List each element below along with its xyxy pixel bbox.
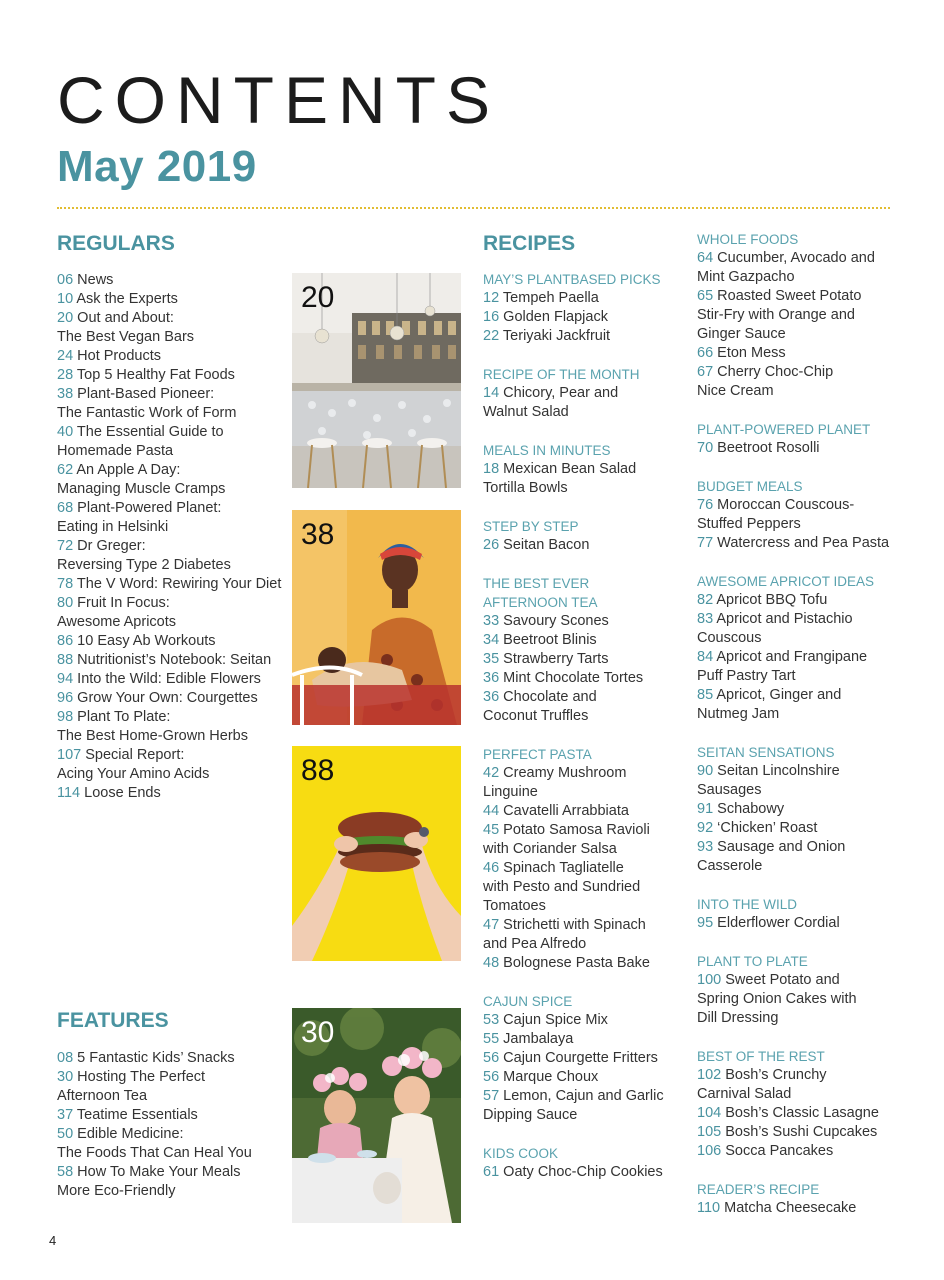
contents-entry[interactable] xyxy=(57,689,287,708)
contents-entry[interactable] xyxy=(483,916,688,954)
entry-title-continued: Dipping Sauce xyxy=(483,1107,578,1123)
entry-title: Oaty Choc-Chip Cookies xyxy=(503,1164,663,1180)
contents-entry[interactable] xyxy=(697,610,937,648)
entry-title-continued: Nice Cream xyxy=(697,383,774,399)
contents-entry[interactable] xyxy=(483,1011,688,1030)
entry-page-number: 90 xyxy=(697,763,714,779)
entry-page-number: 83 xyxy=(697,611,714,627)
entry-page-number: 37 xyxy=(57,1107,74,1123)
entry-title-continued: Couscous xyxy=(697,630,762,646)
features-heading: FEATURES xyxy=(57,1009,169,1032)
entry-page-number: 102 xyxy=(697,1067,722,1083)
entry-page-number: 100 xyxy=(697,972,722,988)
entry-page-number: 78 xyxy=(57,576,74,592)
entry-page-number: 42 xyxy=(483,765,500,781)
contents-entry[interactable] xyxy=(697,591,937,610)
contents-entry[interactable] xyxy=(697,686,937,724)
contents-entry[interactable] xyxy=(483,1049,688,1068)
entry-title-continued: with Coriander Salsa xyxy=(483,841,617,857)
contents-entry[interactable] xyxy=(57,537,287,575)
entry-title: Sausage and Onion xyxy=(717,839,846,855)
entry-title: Potato Samosa Ravioli xyxy=(503,822,650,838)
entry-title-continued: Puff Pastry Tart xyxy=(697,668,796,684)
entry-title: Ask the Experts xyxy=(76,291,178,307)
entry-page-number: 86 xyxy=(57,633,74,649)
contents-entry[interactable] xyxy=(57,708,287,746)
recipe-category-group xyxy=(697,1180,937,1218)
entry-title-continued: Stir-Fry with Orange and xyxy=(697,307,855,323)
contents-entry[interactable] xyxy=(483,327,688,346)
contents-entry[interactable] xyxy=(483,1163,688,1182)
contents-entry[interactable] xyxy=(483,1030,688,1049)
category-label: BUDGET MEALS xyxy=(697,479,803,494)
category-label: PLANT-POWERED PLANET xyxy=(697,422,871,437)
entry-page-number: 56 xyxy=(483,1050,500,1066)
contents-entry[interactable] xyxy=(57,271,287,290)
entry-title: Seitan Bacon xyxy=(503,537,590,553)
contents-entry[interactable] xyxy=(697,914,937,933)
entry-page-number: 30 xyxy=(57,1069,74,1085)
entry-title: Special Report: xyxy=(85,747,185,763)
entry-page-number: 06 xyxy=(57,272,74,288)
entry-page-number: 40 xyxy=(57,424,74,440)
entry-title: Out and About: xyxy=(77,310,174,326)
entry-page-number: 67 xyxy=(697,364,714,380)
entry-page-number: 72 xyxy=(57,538,74,554)
entry-page-number: 107 xyxy=(57,747,82,763)
entry-title: Cavatelli Arrabbiata xyxy=(503,803,629,819)
entry-title-continued: and Pea Alfredo xyxy=(483,936,587,952)
contents-entry[interactable] xyxy=(483,859,688,916)
entry-title: How To Make Your Meals xyxy=(77,1164,241,1180)
entry-title-continued: Homemade Pasta xyxy=(57,443,174,459)
entry-title-continued: The Best Home-Grown Herbs xyxy=(57,728,248,744)
contents-entry[interactable] xyxy=(483,954,688,973)
entry-title: Apricot BBQ Tofu xyxy=(716,592,828,608)
entry-title: Roasted Sweet Potato xyxy=(717,288,862,304)
entry-title-continued: The Best Vegan Bars xyxy=(57,329,195,345)
entry-title-continued: Dill Dressing xyxy=(697,1010,779,1026)
contents-entry[interactable] xyxy=(57,594,287,632)
contents-entry[interactable] xyxy=(483,669,688,688)
entry-title: Elderflower Cordial xyxy=(717,915,840,931)
burger-hands-photo[interactable] xyxy=(292,746,461,961)
contents-entry[interactable] xyxy=(483,764,688,802)
entry-title: Chicory, Pear and xyxy=(503,385,619,401)
recipe-category-group xyxy=(697,895,937,933)
image-page-number: 30 xyxy=(301,1016,335,1049)
recipe-category-group xyxy=(483,574,688,726)
contents-entry[interactable] xyxy=(697,344,937,363)
contents-entry[interactable] xyxy=(57,1125,287,1163)
entry-title-continued: Sausages xyxy=(697,782,762,798)
recipe-category-group xyxy=(697,230,937,401)
entry-title: Bolognese Pasta Bake xyxy=(503,955,650,971)
entry-title: Plant-Powered Planet: xyxy=(77,500,222,516)
category-label: MAY’S PLANTBASED PICKS xyxy=(483,272,661,287)
entry-title-continued: Stuffed Peppers xyxy=(697,516,801,532)
entry-page-number: 104 xyxy=(697,1105,722,1121)
entry-page-number: 18 xyxy=(483,461,500,477)
entry-title: Bosh’s Crunchy xyxy=(725,1067,827,1083)
entry-page-number: 58 xyxy=(57,1164,74,1180)
entry-title: Dr Greger: xyxy=(77,538,146,554)
contents-entry[interactable] xyxy=(697,1066,937,1104)
entry-page-number: 38 xyxy=(57,386,74,402)
entry-title: Fruit In Focus: xyxy=(77,595,170,611)
entry-page-number: 82 xyxy=(697,592,714,608)
entry-page-number: 47 xyxy=(483,917,500,933)
entry-page-number: 24 xyxy=(57,348,74,364)
image-page-number: 20 xyxy=(301,281,335,314)
entry-title: Beetroot Blinis xyxy=(503,632,597,648)
entry-page-number: 94 xyxy=(57,671,74,687)
entry-title: News xyxy=(77,272,114,288)
contents-entry[interactable] xyxy=(483,289,688,308)
contents-entry[interactable] xyxy=(697,1104,937,1123)
entry-page-number: 22 xyxy=(483,328,500,344)
category-label: INTO THE WILD xyxy=(697,897,798,912)
entry-title-continued: Mint Gazpacho xyxy=(697,269,795,285)
entry-title: 10 Easy Ab Workouts xyxy=(77,633,216,649)
contents-entry[interactable] xyxy=(57,746,287,784)
entry-title: Nutritionist’s Notebook: Seitan xyxy=(77,652,272,668)
entry-title: The V Word: Rewiring Your Diet xyxy=(76,576,282,592)
category-label: KIDS COOK xyxy=(483,1146,559,1161)
entry-title-continued: Managing Muscle Cramps xyxy=(57,481,226,497)
contents-entry[interactable] xyxy=(57,309,287,347)
entry-page-number: 106 xyxy=(697,1143,722,1159)
recipe-category-group xyxy=(697,572,937,724)
entry-title-continued: The Foods That Can Heal You xyxy=(57,1145,252,1161)
contents-entry[interactable] xyxy=(483,631,688,650)
category-label-continued: AFTERNOON TEA xyxy=(483,595,598,610)
contents-entry[interactable] xyxy=(697,1199,937,1218)
category-label: AWESOME APRICOT IDEAS xyxy=(697,574,875,589)
entry-title-continued: Awesome Apricots xyxy=(57,614,177,630)
contents-entry[interactable] xyxy=(697,648,937,686)
recipes-column-2 xyxy=(697,230,937,1237)
entry-page-number: 91 xyxy=(697,801,714,817)
recipe-category-group xyxy=(697,952,937,1028)
entry-title: Eton Mess xyxy=(717,345,786,361)
contents-entry[interactable] xyxy=(697,496,937,534)
image-page-number: 88 xyxy=(301,754,335,787)
contents-entry[interactable] xyxy=(57,366,287,385)
entry-title-continued: More Eco-Friendly xyxy=(57,1183,176,1199)
entry-title-continued: Carnival Salad xyxy=(697,1086,792,1102)
entry-page-number: 10 xyxy=(57,291,74,307)
contents-entry[interactable] xyxy=(57,385,287,423)
recipe-category-group xyxy=(483,1144,688,1182)
recipe-category-group xyxy=(697,477,937,553)
contents-entry[interactable] xyxy=(57,575,287,594)
recipe-category-group xyxy=(697,743,937,876)
contents-entry[interactable] xyxy=(697,1142,937,1161)
entry-title: Tempeh Paella xyxy=(502,290,599,306)
contents-entry[interactable] xyxy=(483,460,688,498)
entry-title-continued: Tortilla Bowls xyxy=(483,480,568,496)
entry-title-continued: Linguine xyxy=(483,784,538,800)
entry-page-number: 93 xyxy=(697,839,714,855)
entry-page-number: 53 xyxy=(483,1012,500,1028)
entry-title: Watercress and Pea Pasta xyxy=(717,535,890,551)
entry-title: Moroccan Couscous- xyxy=(717,497,855,513)
bar-interior-photo[interactable] xyxy=(292,273,461,488)
entry-page-number: 66 xyxy=(697,345,714,361)
entry-page-number: 65 xyxy=(697,288,714,304)
page-number: 4 xyxy=(49,1233,57,1248)
contents-entry[interactable] xyxy=(697,287,937,344)
contents-entry[interactable] xyxy=(57,651,287,670)
entry-page-number: 64 xyxy=(697,250,714,266)
contents-entry[interactable] xyxy=(483,384,688,422)
entry-title-continued: Spring Onion Cakes with xyxy=(697,991,857,1007)
contents-entry[interactable] xyxy=(57,1106,287,1125)
entry-title-continued: Casserole xyxy=(697,858,763,874)
issue-date: May 2019 xyxy=(57,142,257,191)
contents-entry[interactable] xyxy=(483,650,688,669)
entry-page-number: 08 xyxy=(57,1050,74,1066)
entry-title: Into the Wild: Edible Flowers xyxy=(77,671,261,687)
entry-page-number: 34 xyxy=(483,632,500,648)
contents-entry[interactable] xyxy=(57,347,287,366)
entry-page-number: 114 xyxy=(57,785,81,801)
contents-entry[interactable] xyxy=(483,802,688,821)
entry-title: Marque Choux xyxy=(503,1069,599,1085)
entry-title: Teatime Essentials xyxy=(76,1107,198,1123)
contents-entry[interactable] xyxy=(697,1123,937,1142)
entry-page-number: 98 xyxy=(57,709,74,725)
entry-page-number: 57 xyxy=(483,1088,500,1104)
entry-page-number: 80 xyxy=(57,595,74,611)
recipe-category-group xyxy=(483,365,688,422)
contents-entry[interactable] xyxy=(697,819,937,838)
contents-entry[interactable] xyxy=(57,1163,287,1201)
entry-title: Seitan Lincolnshire xyxy=(717,763,840,779)
entry-page-number: 48 xyxy=(483,955,500,971)
recipe-category-group xyxy=(483,517,688,555)
recipe-category-group xyxy=(697,420,937,458)
entry-page-number: 26 xyxy=(483,537,500,553)
entry-title: Hot Products xyxy=(77,348,161,364)
contents-entry[interactable] xyxy=(697,249,937,287)
contents-entry[interactable] xyxy=(483,688,688,726)
recipe-category-group xyxy=(483,441,688,498)
contents-entry[interactable] xyxy=(697,439,937,458)
entry-page-number: 92 xyxy=(697,820,714,836)
entry-title-continued: Reversing Type 2 Diabetes xyxy=(57,557,231,573)
entry-page-number: 45 xyxy=(483,822,500,838)
entry-page-number: 95 xyxy=(697,915,714,931)
contents-entry[interactable] xyxy=(697,971,937,1028)
entry-title: Apricot, Ginger and xyxy=(716,687,842,703)
woman-with-baby-photo[interactable] xyxy=(292,510,461,725)
entry-page-number: 62 xyxy=(57,462,74,478)
entry-page-number: 50 xyxy=(57,1126,74,1142)
girls-tea-party-photo[interactable] xyxy=(292,1008,461,1223)
features-list xyxy=(57,1049,287,1201)
contents-entry[interactable] xyxy=(57,632,287,651)
entry-title-continued: Walnut Salad xyxy=(483,404,569,420)
regulars-heading: REGULARS xyxy=(57,232,175,255)
entry-title: Teriyaki Jackfruit xyxy=(502,328,611,344)
contents-entry[interactable] xyxy=(483,1068,688,1087)
category-label: RECIPE OF THE MONTH xyxy=(483,367,640,382)
entry-title: Plant-Based Pioneer: xyxy=(77,386,215,402)
entry-title: Apricot and Pistachio xyxy=(716,611,853,627)
entry-title: Spinach Tagliatelle xyxy=(503,860,624,876)
contents-entry[interactable] xyxy=(697,363,937,401)
dotted-divider xyxy=(57,207,890,209)
contents-entry[interactable] xyxy=(697,534,937,553)
entry-title: Beetroot Rosolli xyxy=(717,440,820,456)
category-label: WHOLE FOODS xyxy=(697,232,799,247)
entry-page-number: 56 xyxy=(483,1069,500,1085)
regulars-list xyxy=(57,271,287,803)
entry-title-continued: Eating in Helsinki xyxy=(57,519,169,535)
entry-page-number: 88 xyxy=(57,652,74,668)
contents-entry[interactable] xyxy=(57,423,287,461)
entry-title: Strawberry Tarts xyxy=(503,651,609,667)
contents-entry[interactable] xyxy=(483,821,688,859)
entry-page-number: 110 xyxy=(697,1200,721,1216)
entry-title-continued: Nutmeg Jam xyxy=(697,706,780,722)
recipe-category-group xyxy=(697,1047,937,1161)
entry-title: Chocolate and xyxy=(503,689,597,705)
entry-title: Creamy Mushroom xyxy=(503,765,627,781)
entry-title: Strichetti with Spinach xyxy=(503,917,646,933)
entry-page-number: 36 xyxy=(483,689,500,705)
entry-title: Cajun Spice Mix xyxy=(503,1012,608,1028)
contents-entry[interactable] xyxy=(483,308,688,327)
category-label: PLANT TO PLATE xyxy=(697,954,808,969)
entry-page-number: 35 xyxy=(483,651,500,667)
entry-title: Socca Pancakes xyxy=(725,1143,834,1159)
category-label: STEP BY STEP xyxy=(483,519,579,534)
entry-title: Hosting The Perfect xyxy=(77,1069,206,1085)
entry-title: Matcha Cheesecake xyxy=(724,1200,857,1216)
entry-title: The Essential Guide to xyxy=(76,424,224,440)
contents-entry[interactable] xyxy=(697,762,937,800)
entry-page-number: 14 xyxy=(483,385,500,401)
entry-page-number: 68 xyxy=(57,500,74,516)
entry-title: Plant To Plate: xyxy=(77,709,171,725)
entry-title: Loose Ends xyxy=(84,785,161,801)
category-label: THE BEST EVER xyxy=(483,576,590,591)
entry-page-number: 46 xyxy=(483,860,500,876)
entry-page-number: 77 xyxy=(697,535,714,551)
contents-entry[interactable] xyxy=(57,499,287,537)
recipes-column-1 xyxy=(483,270,688,1201)
recipe-category-group xyxy=(483,745,688,973)
entry-title: Cherry Choc-Chip xyxy=(717,364,834,380)
entry-title: Grow Your Own: Courgettes xyxy=(77,690,258,706)
entry-page-number: 55 xyxy=(483,1031,500,1047)
entry-title: Cajun Courgette Fritters xyxy=(503,1050,658,1066)
entry-page-number: 33 xyxy=(483,613,500,629)
contents-entry[interactable] xyxy=(57,290,287,309)
entry-page-number: 36 xyxy=(483,670,500,686)
page-title: CONTENTS xyxy=(57,63,500,137)
entry-page-number: 61 xyxy=(483,1164,500,1180)
category-label: READER’S RECIPE xyxy=(697,1182,820,1197)
entry-title-continued: Afternoon Tea xyxy=(57,1088,148,1104)
entry-page-number: 44 xyxy=(483,803,500,819)
page-heading xyxy=(57,60,500,194)
contents-entry[interactable] xyxy=(483,1087,688,1125)
entry-title: Sweet Potato and xyxy=(725,972,840,988)
entry-title: Jambalaya xyxy=(503,1031,574,1047)
entry-title: Mexican Bean Salad xyxy=(503,461,637,477)
entry-title-continued: Acing Your Amino Acids xyxy=(57,766,210,782)
contents-entry[interactable] xyxy=(57,461,287,499)
contents-entry[interactable] xyxy=(697,800,937,819)
contents-entry[interactable] xyxy=(57,670,287,689)
category-label: MEALS IN MINUTES xyxy=(483,443,611,458)
entry-page-number: 76 xyxy=(697,497,714,513)
entry-title: Apricot and Frangipane xyxy=(716,649,868,665)
entry-title-continued: Coconut Truffles xyxy=(483,708,589,724)
entry-page-number: 12 xyxy=(483,290,500,306)
entry-title: Top 5 Healthy Fat Foods xyxy=(76,367,235,383)
entry-page-number: 70 xyxy=(697,440,714,456)
entry-page-number: 105 xyxy=(697,1124,722,1140)
contents-entry[interactable] xyxy=(483,612,688,631)
entry-title: Savoury Scones xyxy=(503,613,609,629)
recipe-category-group xyxy=(483,270,688,346)
entry-page-number: 16 xyxy=(483,309,500,325)
category-label: CAJUN SPICE xyxy=(483,994,573,1009)
entry-page-number: 96 xyxy=(57,690,74,706)
contents-entry[interactable] xyxy=(483,536,688,555)
entry-title: Golden Flapjack xyxy=(503,309,608,325)
recipes-heading: RECIPES xyxy=(483,232,576,255)
entry-title: ‘Chicken’ Roast xyxy=(717,820,818,836)
entry-title: Cucumber, Avocado and xyxy=(717,250,875,266)
contents-entry[interactable] xyxy=(57,1068,287,1106)
entry-title: Mint Chocolate Tortes xyxy=(503,670,644,686)
category-label: BEST OF THE REST xyxy=(697,1049,825,1064)
entry-title-continued: Ginger Sauce xyxy=(697,326,786,342)
entry-title-continued: Tomatoes xyxy=(483,898,546,914)
recipe-category-group xyxy=(483,992,688,1125)
entry-title: An Apple A Day: xyxy=(76,462,181,478)
entry-page-number: 28 xyxy=(57,367,74,383)
entry-page-number: 85 xyxy=(697,687,714,703)
entry-page-number: 84 xyxy=(697,649,714,665)
contents-entry[interactable] xyxy=(57,1049,287,1068)
entry-title: Edible Medicine: xyxy=(77,1126,184,1142)
image-page-number: 38 xyxy=(301,518,335,551)
entry-title: 5 Fantastic Kids’ Snacks xyxy=(77,1050,235,1066)
contents-entry[interactable] xyxy=(697,838,937,876)
entry-title: Schabowy xyxy=(717,801,785,817)
contents-entry[interactable] xyxy=(57,784,287,803)
entry-title-continued: The Fantastic Work of Form xyxy=(57,405,237,421)
entry-title: Bosh’s Sushi Cupcakes xyxy=(725,1124,878,1140)
entry-page-number: 20 xyxy=(57,310,74,326)
entry-title-continued: with Pesto and Sundried xyxy=(483,879,641,895)
entry-title: Bosh’s Classic Lasagne xyxy=(725,1105,879,1121)
entry-title: Lemon, Cajun and Garlic xyxy=(503,1088,664,1104)
category-label: PERFECT PASTA xyxy=(483,747,592,762)
category-label: SEITAN SENSATIONS xyxy=(697,745,835,760)
